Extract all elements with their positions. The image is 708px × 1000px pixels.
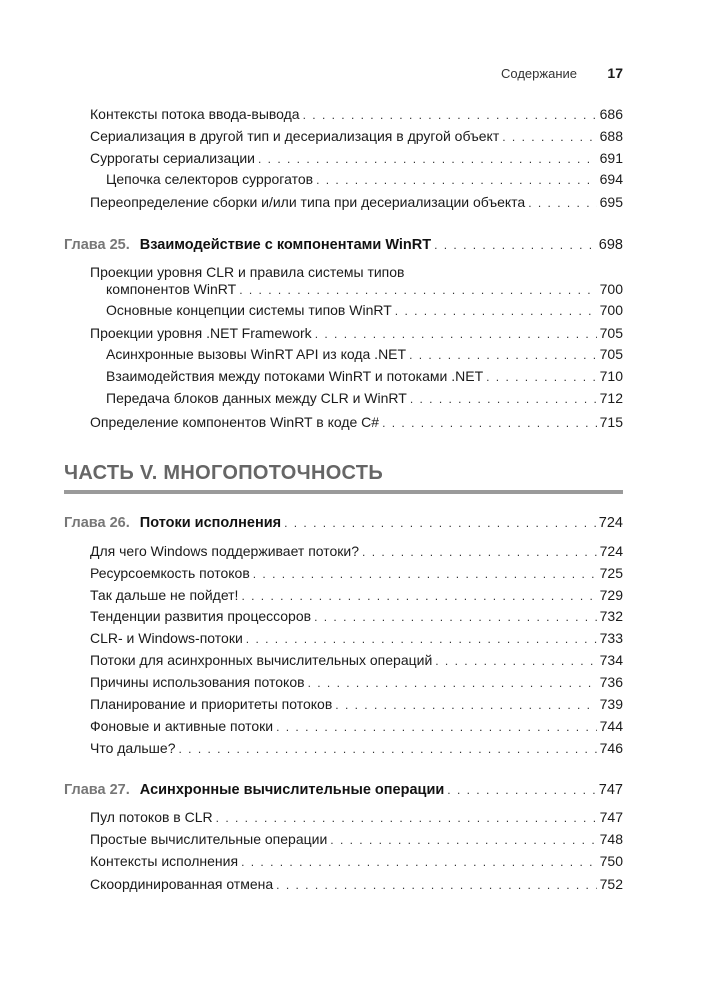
toc-entry[interactable]	[90, 607, 623, 626]
toc-leader	[315, 325, 597, 343]
toc-entry-page: 705	[599, 346, 623, 362]
toc-entry-label: Планирование и приоритеты потоков	[90, 696, 333, 712]
chapter-page: 747	[598, 782, 623, 798]
toc-entry-page: 747	[599, 809, 623, 825]
chapter-26-heading[interactable]	[64, 514, 623, 532]
toc-entry[interactable]	[90, 830, 623, 849]
toc-entry-page: 705	[599, 325, 623, 341]
toc-entry-label: Для чего Windows поддерживает потоки?	[90, 543, 360, 559]
toc-entry-page: 748	[599, 831, 623, 847]
toc-entry-page: 733	[599, 630, 623, 646]
toc-entry[interactable]	[90, 324, 623, 343]
toc-entry[interactable]	[90, 717, 623, 736]
toc-entry-label: Суррогаты сериализации	[90, 150, 255, 166]
chapter-prefix: Глава	[64, 782, 106, 798]
chapter-page: 698	[598, 237, 623, 253]
toc-entry-label: Причины использования потоков	[90, 674, 305, 690]
toc-entry-page: 746	[599, 740, 623, 756]
toc-entry-page: 752	[599, 876, 623, 892]
toc-entry[interactable]	[90, 149, 623, 168]
toc-leader	[246, 630, 597, 648]
part-heading: ЧАСТЬ V. МНОГОПОТОЧНОСТЬ	[64, 462, 383, 484]
toc-entry[interactable]	[106, 367, 623, 386]
toc-leader	[330, 831, 596, 849]
toc-entry[interactable]	[90, 413, 623, 432]
chapter-prefix: Глава	[64, 237, 106, 253]
toc-entry[interactable]	[90, 875, 623, 894]
toc-entry-label: Фоновые и активные потоки	[90, 718, 274, 734]
toc-entry-page: 700	[599, 302, 623, 318]
toc-leader	[276, 876, 596, 894]
toc-entry[interactable]	[90, 695, 623, 714]
toc-entry-page: 710	[599, 368, 623, 384]
toc-entry-label: Что дальше?	[90, 740, 176, 756]
toc-entry-label: Ресурсоемкость потоков	[90, 565, 250, 581]
toc-leader	[409, 346, 597, 364]
toc-leader	[434, 236, 596, 254]
toc-leader	[178, 740, 596, 758]
toc-leader	[447, 781, 596, 799]
toc-entry[interactable]	[90, 105, 623, 124]
chapter-number: 27.	[109, 782, 130, 798]
toc-entry-multiline[interactable]	[90, 263, 623, 299]
toc-leader	[502, 128, 596, 146]
toc-entry-label: Скоординированная отмена	[90, 876, 274, 892]
toc-entry-label: Сериализация в другой тип и десериализация в другой объект	[90, 128, 500, 144]
toc-entry-page: 712	[599, 390, 623, 406]
toc-entry-page: 688	[599, 128, 623, 144]
toc-entry-page: 729	[599, 587, 623, 603]
toc-entry-page: 739	[599, 696, 623, 712]
toc-entry[interactable]	[90, 127, 623, 146]
toc-leader	[308, 674, 597, 692]
toc-entry[interactable]	[90, 564, 623, 583]
toc-leader	[362, 543, 597, 561]
toc-entry[interactable]	[90, 739, 623, 758]
toc-leader	[528, 194, 596, 212]
chapter-number: 26.	[109, 515, 130, 531]
toc-entry-label: Определение компонентов WinRT в коде C#	[90, 414, 380, 430]
chapter-number: 25.	[109, 237, 130, 253]
toc-leader	[316, 171, 597, 189]
toc-entry-label: Взаимодействия между потоками WinRT и потоками .NET	[106, 368, 484, 384]
toc-entry-label-line1: Проекции уровня CLR и правила системы типов	[90, 264, 405, 280]
toc-entry[interactable]	[106, 345, 623, 364]
chapter-prefix: Глава	[64, 515, 106, 531]
chapter-title: Взаимодействие с компонентами WinRT	[139, 237, 432, 253]
toc-entry[interactable]	[106, 389, 623, 408]
chapter-page: 724	[598, 515, 623, 531]
toc-entry-label: Тенденции развития процессоров	[90, 608, 312, 624]
toc-leader	[314, 608, 597, 626]
page-number: 17	[607, 65, 623, 81]
chapter-25-heading[interactable]	[64, 236, 623, 254]
toc-entry-page: 725	[599, 565, 623, 581]
toc-entry-label: Переопределение сборки и/или типа при десериализации объекта	[90, 194, 526, 210]
toc-leader	[303, 106, 597, 124]
toc-entry[interactable]	[90, 673, 623, 692]
running-header-title: Содержание	[501, 66, 577, 81]
toc-entry-page: 715	[599, 414, 623, 430]
toc-entry-label: Контексты исполнения	[90, 853, 239, 869]
chapter-title: Потоки исполнения	[139, 515, 282, 531]
toc-leader	[241, 853, 597, 871]
toc-leader	[486, 368, 597, 386]
toc-entry-page: 694	[599, 171, 623, 187]
toc-entry[interactable]	[90, 586, 623, 605]
toc-entry-label: Так дальше не пойдет!	[90, 587, 239, 603]
running-header	[90, 66, 623, 86]
toc-leader	[253, 565, 597, 583]
toc-leader	[335, 696, 596, 714]
toc-entry-page: 736	[599, 674, 623, 690]
toc-entry-label: Проекции уровня .NET Framework	[90, 325, 312, 341]
toc-entry[interactable]	[90, 651, 623, 670]
toc-entry-page: 686	[599, 106, 623, 122]
toc-leader	[241, 587, 596, 605]
toc-entry-label: Пул потоков в CLR	[90, 809, 213, 825]
chapter-title: Асинхронные вычислительные операции	[139, 782, 445, 798]
toc-entry-label: Простые вычислительные операции	[90, 831, 328, 847]
toc-entry-page: 724	[599, 543, 623, 559]
toc-entry-label-line2: компонентов WinRT	[106, 281, 237, 297]
toc-entry-page: 695	[599, 194, 623, 210]
toc-entry-label: Потоки для асинхронных вычислительных операций	[90, 652, 433, 668]
toc-entry[interactable]	[106, 301, 623, 320]
toc-entry-label: Контексты потока ввода-вывода	[90, 106, 300, 122]
toc-entry-page: 744	[599, 718, 623, 734]
toc-leader	[276, 718, 597, 736]
part-divider	[64, 490, 623, 494]
toc-entry-label: Цепочка селекторов суррогатов	[106, 171, 314, 187]
toc-entry-page: 734	[599, 652, 623, 668]
toc-leader	[284, 514, 596, 532]
toc-entry-label: Основные концепции системы типов WinRT	[106, 302, 392, 318]
chapter-27-heading[interactable]	[64, 781, 623, 799]
toc-leader	[382, 414, 597, 432]
toc-leader	[395, 302, 597, 320]
toc-entry-page: 750	[599, 853, 623, 869]
toc-entry[interactable]	[90, 629, 623, 648]
toc-leader	[239, 281, 596, 299]
toc-leader	[258, 150, 597, 168]
toc-entry-label: Передача блоков данных между CLR и WinRT	[106, 390, 407, 406]
toc-leader	[435, 652, 596, 670]
toc-entry[interactable]	[90, 542, 623, 561]
toc-entry-label: Асинхронные вызовы WinRT API из кода .NET	[106, 346, 407, 362]
toc-entry[interactable]	[90, 193, 623, 212]
toc-entry-label: CLR- и Windows-потоки	[90, 630, 243, 646]
toc-leader	[216, 809, 597, 827]
toc-entry-page: 732	[599, 608, 623, 624]
toc-entry[interactable]	[90, 808, 623, 827]
toc-leader	[410, 390, 597, 408]
toc-entry-page: 691	[599, 150, 623, 166]
toc-entry-page: 700	[599, 281, 623, 297]
toc-entry[interactable]	[106, 170, 623, 189]
toc-entry[interactable]	[90, 852, 623, 871]
